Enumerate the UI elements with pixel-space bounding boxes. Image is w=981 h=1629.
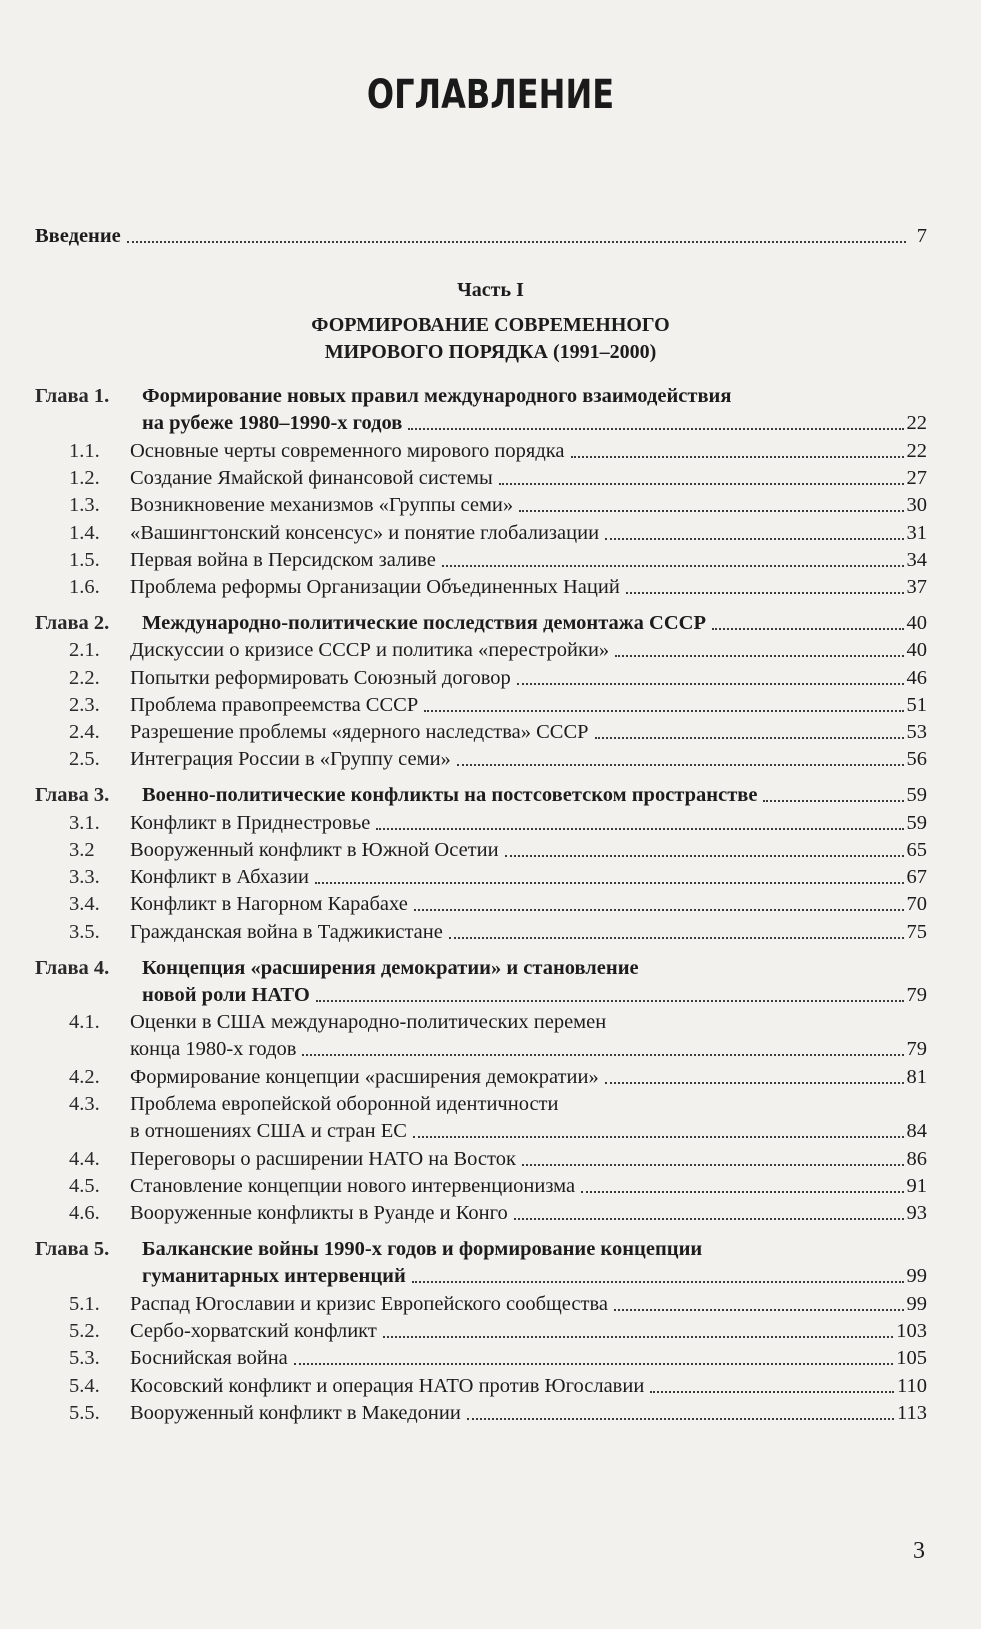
leader-dots	[712, 628, 904, 630]
leader-dots	[514, 1218, 904, 1220]
section-entry	[35, 1145, 927, 1173]
section-entry-page: 65	[906, 838, 927, 861]
section-entry-page: 31	[906, 521, 927, 544]
section-entry-title: Дискуссии о кризисе СССР и политика «перестройки»	[130, 639, 610, 662]
section-entry-number: 4.1.	[69, 1011, 100, 1034]
section-entry-title: в отношениях США и стран ЕС	[130, 1120, 407, 1143]
chapter-entry-cont	[35, 981, 927, 1009]
leader-dots	[571, 456, 904, 458]
leader-dots	[626, 592, 904, 594]
chapter-entry-title: Концепция «расширения демократии» и становление	[142, 956, 639, 979]
page-title: ОГЛАВЛЕНИЕ	[366, 72, 615, 118]
section-entry-title: Вооруженный конфликт в Македонии	[130, 1401, 461, 1424]
section-entry	[35, 745, 927, 773]
section-entry-title: Гражданская война в Таджикистане	[130, 920, 443, 943]
section-entry-page: 40	[906, 639, 927, 662]
chapter-entry-number: Глава 1.	[35, 385, 110, 407]
leader-dots	[467, 1418, 894, 1420]
section-entry-title: Оценки в США международно-политических перемен	[130, 1011, 607, 1034]
part-title-line1: ФОРМИРОВАНИЕ СОВРЕМЕННОГО	[311, 314, 670, 336]
section-entry	[35, 1399, 927, 1427]
chapter-entry-title: новой роли НАТО	[142, 983, 310, 1006]
chapter-entry-number: Глава 2.	[35, 611, 110, 634]
section-entry-title: Конфликт в Нагорном Карабахе	[130, 893, 408, 916]
section-entry	[35, 836, 927, 864]
leader-dots	[315, 882, 904, 884]
chapter-entry	[35, 1235, 927, 1263]
section-entry-number: 4.5.	[69, 1174, 100, 1197]
chapter-entry	[35, 609, 927, 637]
section-entry-page: 67	[906, 866, 927, 889]
chapter-entry	[35, 954, 927, 982]
section-entry-number: 3.1.	[69, 811, 100, 834]
section-entry-title: Становление концепции нового интервенционизма	[130, 1174, 576, 1197]
section-entry-page: 30	[906, 494, 927, 517]
section-entry-page: 56	[906, 748, 927, 771]
chapter-entry-page: 22	[906, 412, 927, 435]
section-entry-number: 3.5.	[69, 920, 100, 943]
chapter-entry-title: Военно-политические конфликты на постсоветском пространстве	[142, 784, 758, 807]
section-entry	[35, 636, 927, 664]
section-entry-title: Первая война в Персидском заливе	[130, 548, 436, 571]
section-entry-page: 99	[906, 1292, 927, 1315]
section-entry-number: 1.3.	[69, 494, 100, 517]
section-entry	[35, 1372, 927, 1400]
section-entry-cont	[35, 1117, 927, 1145]
section-entry-title: Сербо-хорватский конфликт	[130, 1319, 377, 1342]
leader-dots	[605, 538, 903, 540]
leader-dots	[449, 937, 904, 939]
section-entry-page: 22	[906, 439, 927, 462]
leader-dots	[457, 764, 904, 766]
leader-dots	[581, 1191, 903, 1193]
chapter-entry-page: 40	[906, 611, 927, 634]
section-entry-page: 84	[906, 1120, 927, 1143]
section-entry-title: «Вашингтонский консенсус» и понятие глобализации	[130, 521, 600, 544]
section-entry	[35, 1199, 927, 1227]
leader-dots	[412, 1281, 904, 1283]
section-entry-title: Формирование концепции «расширения демократии»	[130, 1065, 599, 1088]
intro-page: 7	[916, 225, 927, 247]
leader-dots	[505, 855, 904, 857]
section-entry-number: 3.3.	[69, 866, 100, 889]
section-entry-cont	[35, 1035, 927, 1063]
section-entry-number: 5.2.	[69, 1319, 100, 1342]
leader-dots	[408, 428, 903, 430]
section-entry	[35, 1063, 927, 1091]
intro-label: Введение	[35, 225, 121, 247]
leader-dots	[376, 828, 903, 830]
section-entry-page: 81	[906, 1065, 927, 1088]
section-entry-title: Боснийская война	[130, 1347, 288, 1370]
section-entry-number: 3.4.	[69, 893, 100, 916]
section-entry-number: 4.2.	[69, 1065, 100, 1088]
chapter-entry	[35, 781, 927, 809]
leader-dots	[763, 800, 903, 802]
section-entry	[35, 1090, 927, 1118]
leader-dots	[127, 241, 906, 243]
section-entry-title: Интеграция России в «Группу семи»	[130, 748, 451, 771]
section-entry-title: Проблема правопреемства СССР	[130, 693, 419, 716]
section-entry-page: 70	[906, 893, 927, 916]
chapter-entry-number: Глава 3.	[35, 784, 110, 807]
part-label: Часть I	[457, 279, 524, 301]
section-entry-number: 5.4.	[69, 1374, 100, 1397]
section-entry-page: 79	[906, 1038, 927, 1061]
section-entry-page: 46	[906, 666, 927, 689]
leader-dots	[413, 1136, 904, 1138]
chapter-entry-cont	[35, 409, 927, 437]
section-entry-number: 4.3.	[69, 1093, 100, 1115]
section-entry-number: 5.5.	[69, 1401, 100, 1424]
chapter-entry	[35, 382, 927, 410]
section-entry	[35, 464, 927, 492]
leader-dots	[302, 1054, 903, 1056]
section-entry-number: 5.1.	[69, 1292, 100, 1315]
section-entry-number: 5.3.	[69, 1347, 100, 1370]
section-entry	[35, 1172, 927, 1200]
section-entry-title: Создание Ямайской финансовой системы	[130, 466, 493, 489]
section-entry-page: 91	[906, 1174, 927, 1197]
section-entry-title: Разрешение проблемы «ядерного наследства» СССР	[130, 721, 589, 744]
chapter-entry-page: 99	[906, 1265, 927, 1288]
section-entry	[35, 809, 927, 837]
section-entry-title: конца 1980-х годов	[130, 1038, 297, 1061]
section-entry-page: 93	[906, 1202, 927, 1225]
leader-dots	[499, 483, 904, 485]
section-entry-page: 75	[906, 920, 927, 943]
section-entry-page: 113	[897, 1401, 927, 1424]
section-entry-number: 2.5.	[69, 748, 100, 771]
section-entry	[35, 718, 927, 746]
section-entry-title: Конфликт в Приднестровье	[130, 811, 371, 834]
section-entry-title: Проблема реформы Организации Объединенных Наций	[130, 576, 620, 599]
leader-dots	[650, 1391, 894, 1393]
section-entry-page: 34	[906, 548, 927, 571]
section-entry	[35, 664, 927, 692]
section-entry-number: 3.2	[69, 838, 95, 861]
leader-dots	[519, 510, 903, 512]
section-entry	[35, 863, 927, 891]
section-entry-number: 2.1.	[69, 639, 100, 662]
section-entry	[35, 519, 927, 547]
section-entry-title: Вооруженные конфликты в Руанде и Конго	[130, 1202, 508, 1225]
section-entry-number: 2.2.	[69, 666, 100, 689]
section-entry-title: Вооруженный конфликт в Южной Осетии	[130, 838, 499, 861]
section-entry-title: Конфликт в Абхазии	[130, 866, 309, 889]
section-entry-page: 53	[906, 721, 927, 744]
section-entry-number: 4.4.	[69, 1147, 100, 1170]
leader-dots	[517, 683, 904, 685]
section-entry-page: 37	[906, 576, 927, 599]
section-entry	[35, 1317, 927, 1345]
leader-dots	[442, 565, 904, 567]
leader-dots	[522, 1164, 904, 1166]
leader-dots	[414, 909, 904, 911]
leader-dots	[424, 710, 903, 712]
toc-entry-intro	[35, 222, 927, 250]
chapter-entry-title: гуманитарных интервенций	[142, 1265, 406, 1288]
chapter-entry-page: 79	[906, 983, 927, 1006]
section-entry	[35, 918, 927, 946]
section-entry-page: 59	[906, 811, 927, 834]
section-entry-page: 105	[896, 1347, 927, 1370]
chapter-entry-title: на рубеже 1980–1990-х годов	[142, 412, 403, 435]
section-entry-page: 51	[906, 693, 927, 716]
leader-dots	[605, 1082, 904, 1084]
section-entry-number: 1.4.	[69, 521, 100, 544]
section-entry-page: 103	[896, 1319, 927, 1342]
section-entry	[35, 491, 927, 519]
chapter-entry-title: Балканские войны 1990-х годов и формирование концепции	[142, 1238, 703, 1260]
section-entry-number: 1.1.	[69, 439, 100, 462]
section-entry-title: Переговоры о расширении НАТО на Восток	[130, 1147, 516, 1170]
page-number: 3	[913, 1538, 925, 1564]
section-entry	[35, 437, 927, 465]
section-entry-number: 2.3.	[69, 693, 100, 716]
leader-dots	[615, 655, 903, 657]
chapter-entry-title: Формирование новых правил международного взаимодействия	[142, 385, 732, 407]
section-entry	[35, 890, 927, 918]
leader-dots	[316, 1000, 904, 1002]
leader-dots	[383, 1336, 893, 1338]
section-entry	[35, 1290, 927, 1318]
section-entry	[35, 546, 927, 574]
section-entry	[35, 573, 927, 601]
section-entry-page: 86	[906, 1147, 927, 1170]
chapter-entry-page: 59	[906, 784, 927, 807]
section-entry	[35, 691, 927, 719]
chapter-entry-number: Глава 5.	[35, 1238, 110, 1260]
chapter-entry-cont	[35, 1262, 927, 1290]
section-entry-number: 1.2.	[69, 466, 100, 489]
chapter-entry-title: Международно-политические последствия демонтажа СССР	[142, 611, 706, 634]
section-entry-title: Распад Югославии и кризис Европейского сообщества	[130, 1292, 608, 1315]
leader-dots	[595, 737, 904, 739]
section-entry-number: 2.4.	[69, 721, 100, 744]
section-entry-page: 27	[906, 466, 927, 489]
section-entry	[35, 1008, 927, 1036]
section-entry-title: Возникновение механизмов «Группы семи»	[130, 494, 514, 517]
section-entry-number: 1.6.	[69, 576, 100, 599]
section-entry-title: Основные черты современного мирового порядка	[130, 439, 565, 462]
section-entry-title: Проблема европейской оборонной идентичности	[130, 1093, 559, 1115]
section-entry-number: 1.5.	[69, 548, 100, 571]
part-title-line2: МИРОВОГО ПОРЯДКА (1991–2000)	[324, 341, 657, 363]
section-entry-title: Попытки реформировать Союзный договор	[130, 666, 511, 689]
section-entry	[35, 1344, 927, 1372]
leader-dots	[294, 1363, 893, 1365]
leader-dots	[614, 1309, 904, 1311]
section-entry-page: 110	[897, 1374, 927, 1397]
chapter-entry-number: Глава 4.	[35, 956, 110, 979]
section-entry-title: Косовский конфликт и операция НАТО против Югославии	[130, 1374, 645, 1397]
section-entry-number: 4.6.	[69, 1202, 100, 1225]
